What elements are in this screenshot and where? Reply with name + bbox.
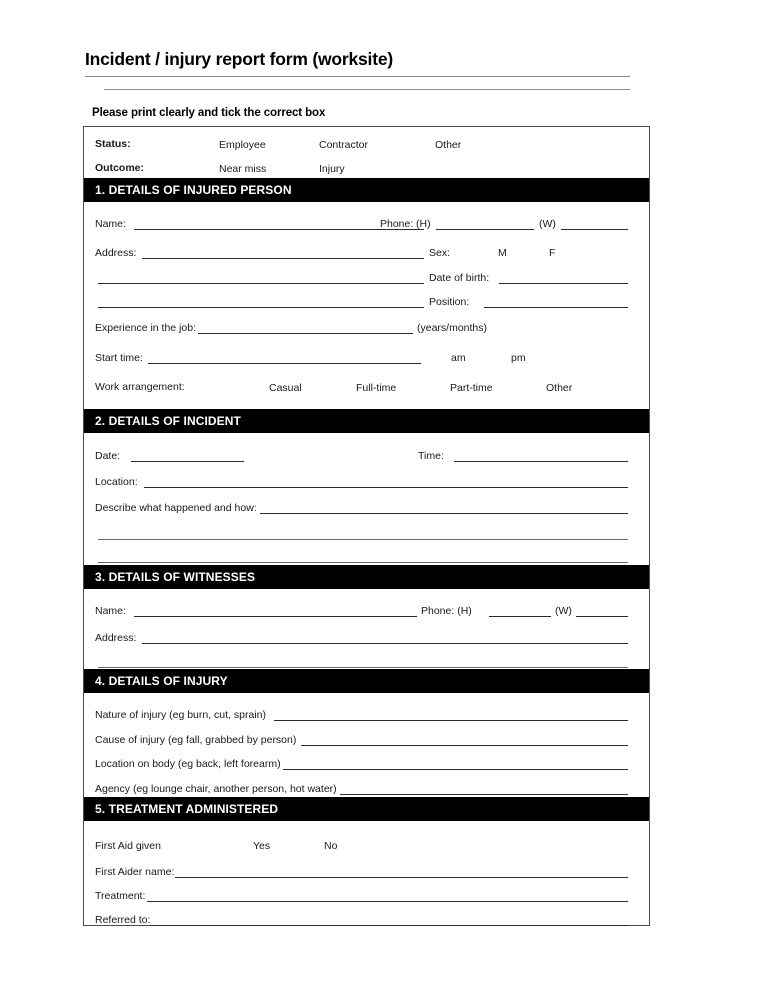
first-aid-option-yes[interactable]: Yes xyxy=(253,840,271,852)
status-option-contractor[interactable]: Contractor xyxy=(319,139,369,151)
label-location-on-body: Location on body (eg back, left forearm) xyxy=(95,758,281,770)
input-start-time[interactable] xyxy=(148,363,421,364)
label-sex-male[interactable]: M xyxy=(498,247,507,259)
section-heading-3: 3. DETAILS OF WITNESSES xyxy=(84,565,649,589)
section-body-1 xyxy=(84,202,649,409)
section-body-5 xyxy=(84,821,649,925)
page-title: Incident / injury report form (worksite) xyxy=(85,49,394,69)
work-option-full-time[interactable]: Full-time xyxy=(356,382,397,394)
label-pm[interactable]: pm xyxy=(511,352,526,364)
input-first-aider-name[interactable] xyxy=(175,877,628,878)
label-first-aid-given: First Aid given xyxy=(95,840,161,852)
label-witness-name: Name: xyxy=(95,605,126,617)
input-address-line3[interactable] xyxy=(98,307,424,308)
label-work-arrangement: Work arrangement: xyxy=(95,381,185,393)
section-heading-4: 4. DETAILS OF INJURY xyxy=(84,669,649,693)
label-incident-date: Date: xyxy=(95,450,121,462)
status-option-employee[interactable]: Employee xyxy=(219,139,266,151)
work-option-part-time[interactable]: Part-time xyxy=(450,382,493,394)
input-address-line1[interactable] xyxy=(142,258,424,259)
status-outcome-box xyxy=(84,127,649,178)
outcome-option-injury[interactable]: Injury xyxy=(319,163,345,175)
input-phone-work[interactable] xyxy=(561,229,628,230)
input-incident-location[interactable] xyxy=(144,487,628,488)
section-heading-5: 5. TREATMENT ADMINISTERED xyxy=(84,797,649,821)
label-referred-to: Referred to: xyxy=(95,914,151,926)
label-phone-home: (H) xyxy=(416,218,431,230)
form-table xyxy=(83,126,650,926)
input-agency[interactable] xyxy=(340,794,628,795)
label-witness-address: Address: xyxy=(95,632,137,644)
label-sex-female[interactable]: F xyxy=(549,247,556,259)
section-heading-2: 2. DETAILS OF INCIDENT xyxy=(84,409,649,433)
input-treatment[interactable] xyxy=(147,901,628,902)
label-phone-work: (W) xyxy=(539,218,556,230)
status-label: Status: xyxy=(95,138,131,150)
input-position[interactable] xyxy=(484,307,628,308)
input-witness-phone-work[interactable] xyxy=(576,616,628,617)
label-agency: Agency (eg lounge chair, another person, hot water) xyxy=(95,783,337,795)
input-incident-time[interactable] xyxy=(454,461,628,462)
input-location-on-body[interactable] xyxy=(283,769,628,770)
input-experience[interactable] xyxy=(198,333,413,334)
label-date-of-birth: Date of birth: xyxy=(429,272,490,284)
label-experience: Experience in the job: xyxy=(95,322,196,334)
title-rule-upper xyxy=(85,76,630,77)
label-first-aider-name: First Aider name: xyxy=(95,866,175,878)
status-option-other[interactable]: Other xyxy=(435,139,462,151)
work-option-casual[interactable]: Casual xyxy=(269,382,302,394)
label-address: Address: xyxy=(95,247,137,259)
instruction-text: Please print clearly and tick the correct box xyxy=(92,107,326,119)
input-phone-home[interactable] xyxy=(436,229,534,230)
input-referred-to[interactable] xyxy=(150,925,628,926)
label-am[interactable]: am xyxy=(451,352,466,364)
input-nature-of-injury[interactable] xyxy=(274,720,628,721)
title-rule-lower xyxy=(104,89,630,90)
input-incident-date[interactable] xyxy=(131,461,244,462)
label-treatment: Treatment: xyxy=(95,890,146,902)
outcome-option-near-miss[interactable]: Near miss xyxy=(219,163,267,175)
label-nature-of-injury: Nature of injury (eg burn, cut, sprain) xyxy=(95,709,266,721)
input-address-line2[interactable] xyxy=(98,283,424,284)
outcome-label: Outcome: xyxy=(95,162,145,174)
label-phone: Phone: xyxy=(380,218,414,230)
label-incident-location: Location: xyxy=(95,476,138,488)
input-describe-line3[interactable] xyxy=(98,562,628,563)
input-cause-of-injury[interactable] xyxy=(301,745,628,746)
label-witness-phone-work: (W) xyxy=(555,605,572,617)
section-body-3 xyxy=(84,589,649,669)
input-witness-address-line2[interactable] xyxy=(98,667,628,668)
input-witness-name[interactable] xyxy=(134,616,417,617)
first-aid-option-no[interactable]: No xyxy=(324,840,338,852)
input-date-of-birth[interactable] xyxy=(499,283,628,284)
page-title-wrap xyxy=(85,48,630,70)
input-describe-line2[interactable] xyxy=(98,539,628,540)
label-experience-unit: (years/months) xyxy=(417,322,488,334)
label-cause-of-injury: Cause of injury (eg fall, grabbed by person) xyxy=(95,734,297,746)
label-start-time: Start time: xyxy=(95,352,143,364)
label-name: Name: xyxy=(95,218,126,230)
section-heading-1: 1. DETAILS OF INJURED PERSON xyxy=(84,178,649,202)
label-incident-time: Time: xyxy=(418,450,444,462)
section-body-2 xyxy=(84,433,649,565)
label-position: Position: xyxy=(429,296,470,308)
label-witness-phone-home: Phone: (H) xyxy=(421,605,472,617)
work-option-other[interactable]: Other xyxy=(546,382,573,394)
section-body-4 xyxy=(84,693,649,797)
input-witness-phone-home[interactable] xyxy=(489,616,551,617)
label-sex: Sex: xyxy=(429,247,451,259)
label-describe: Describe what happened and how: xyxy=(95,502,257,514)
input-describe-line1[interactable] xyxy=(260,513,628,514)
input-witness-address-line1[interactable] xyxy=(142,643,628,644)
